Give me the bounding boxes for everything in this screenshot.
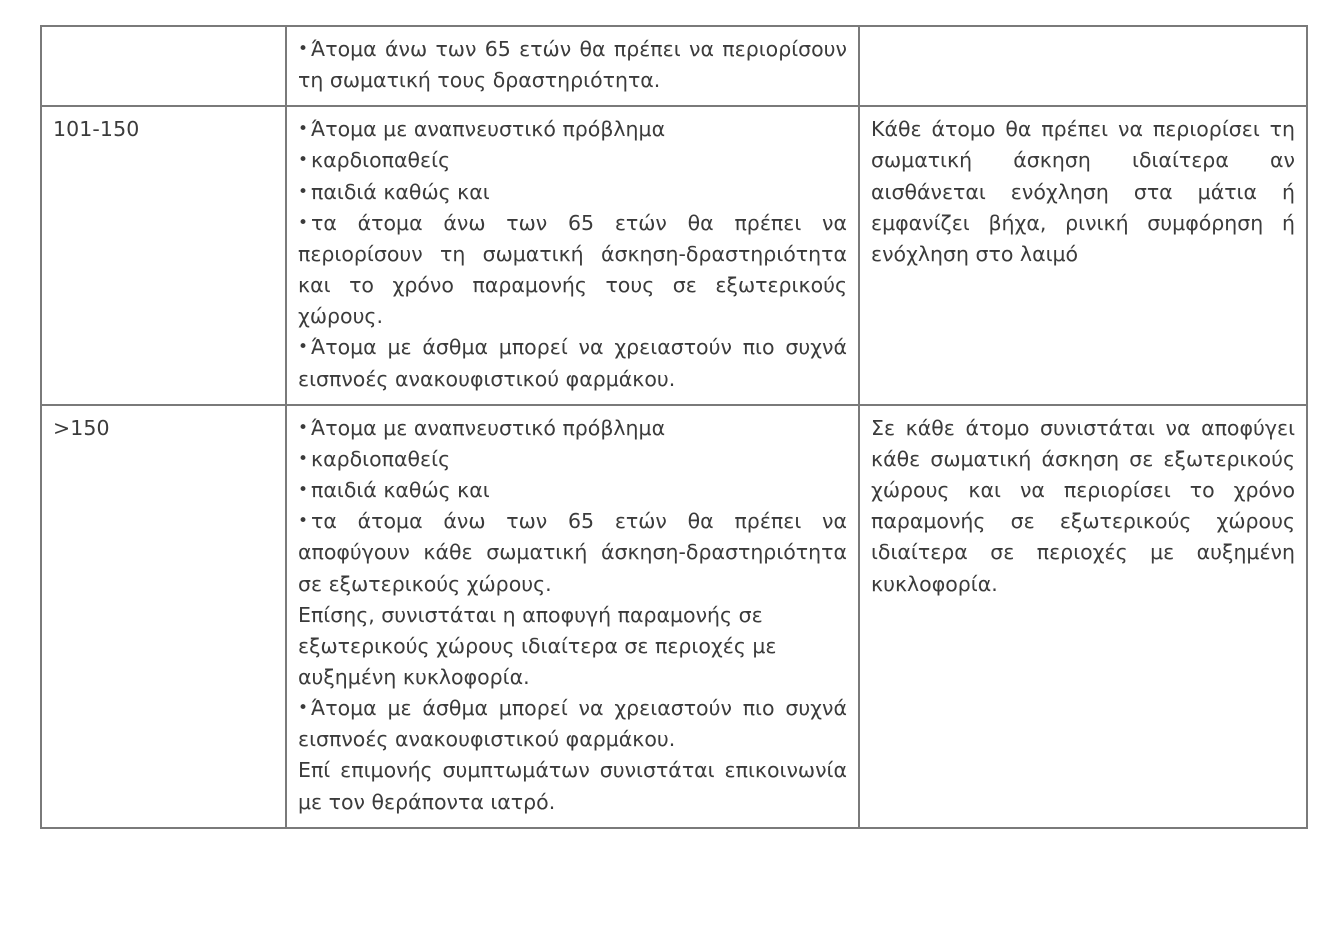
bullet-icon: • — [298, 212, 309, 233]
bullet-item — [298, 145, 847, 176]
bullet-icon: • — [298, 39, 309, 59]
air-quality-advice-table — [40, 25, 1308, 829]
paragraph-text: Επί επιμονής συμπτωμάτων συνιστάται επικοινωνία με τον θεράποντα ιατρό. — [298, 758, 847, 814]
bullet-item — [298, 475, 847, 506]
cell-aqi-range — [41, 26, 286, 106]
bullet-icon: • — [298, 150, 309, 171]
table-body — [41, 26, 1307, 828]
bullet-icon: • — [298, 337, 309, 358]
bullet-icon: • — [298, 448, 309, 469]
bullet-icon: • — [298, 417, 309, 438]
bullet-item — [298, 177, 847, 208]
bullet-item — [298, 34, 847, 96]
advice-text: Κάθε άτομο θα πρέπει να περιορίσει τη σωματική άσκηση ιδιαίτερα αν αισθάνεται ενόχληση στα μάτια ή εμφανίζει βήχα, ρινική συμφόρηση ή ενόχληση στο λαιμό — [871, 117, 1295, 266]
bullet-item — [298, 413, 847, 444]
paragraph-text: Επίσης, συνιστάται η αποφυγή παραμονής σε εξωτερικούς χώρους ιδιαίτερα σε περιοχές με αυξημένη κυκλοφορία. — [298, 602, 777, 689]
bullet-item-text: Άτομα άνω των 65 ετών θα πρέπει να περιορίσουν τη σωματική τους δραστηριότητα. — [298, 37, 847, 93]
bullet-item-text: Άτομα με αναπνευστικό πρόβλημα — [311, 117, 666, 142]
bullet-item — [298, 208, 847, 333]
bullet-icon: • — [298, 511, 309, 532]
advice-text: Σε κάθε άτομο συνιστάται να αποφύγει κάθε σωματική άσκηση σε εξωτερικούς χώρους και να περιορίσει το χρόνο παραμονής σε εξωτερικούς χώρους ιδιαίτερα σε περιοχές με αυξημένη κυκλοφορία. — [871, 415, 1295, 596]
bullet-item — [298, 444, 847, 475]
bullet-item-text: παιδιά καθώς και — [311, 478, 490, 503]
bullet-item-text: καρδιοπαθείς — [311, 446, 451, 471]
bullet-item-text: παιδιά καθώς και — [311, 179, 490, 204]
bullet-item — [298, 114, 847, 145]
cell-advice — [859, 405, 1307, 828]
bullet-icon: • — [298, 181, 309, 202]
cell-aqi-range — [41, 106, 286, 404]
aqi-range-label: 101-150 — [53, 117, 140, 142]
table-row — [41, 26, 1307, 106]
bullet-item — [298, 332, 847, 394]
cell-sensitive-groups — [286, 106, 859, 404]
cell-aqi-range — [41, 405, 286, 828]
bullet-item-text: τα άτομα άνω των 65 ετών θα πρέπει να περιορίσουν τη σωματική άσκηση-δραστηριότητα και το χρόνο παραμονής τους σε εξωτερικούς χώρους. — [298, 210, 847, 329]
bullet-item-text: Άτομα με άσθμα μπορεί να χρειαστούν πιο συχνά εισπνοές ανακουφιστικού φαρμάκου. — [298, 696, 847, 752]
bullet-icon: • — [298, 119, 309, 140]
bullet-icon: • — [298, 480, 309, 501]
table-row — [41, 106, 1307, 404]
bullet-item-text: καρδιοπαθείς — [311, 148, 451, 173]
bullet-item-text: τα άτομα άνω των 65 ετών θα πρέπει να αποφύγουν κάθε σωματική άσκηση-δραστηριότητα σε εξωτερικούς χώρους. — [298, 509, 847, 596]
bullet-item-text: Άτομα με άσθμα μπορεί να χρειαστούν πιο συχνά εισπνοές ανακουφιστικού φαρμάκου. — [298, 335, 847, 391]
bullet-icon: • — [298, 698, 309, 719]
cell-advice — [859, 26, 1307, 106]
bullet-item — [298, 506, 847, 599]
aqi-range-label: >150 — [53, 415, 110, 440]
cell-sensitive-groups — [286, 26, 859, 106]
cell-sensitive-groups — [286, 405, 859, 828]
cell-advice — [859, 106, 1307, 404]
bullet-item — [298, 693, 847, 755]
bullet-item-text: Άτομα με αναπνευστικό πρόβλημα — [311, 415, 666, 440]
table-row — [41, 405, 1307, 828]
